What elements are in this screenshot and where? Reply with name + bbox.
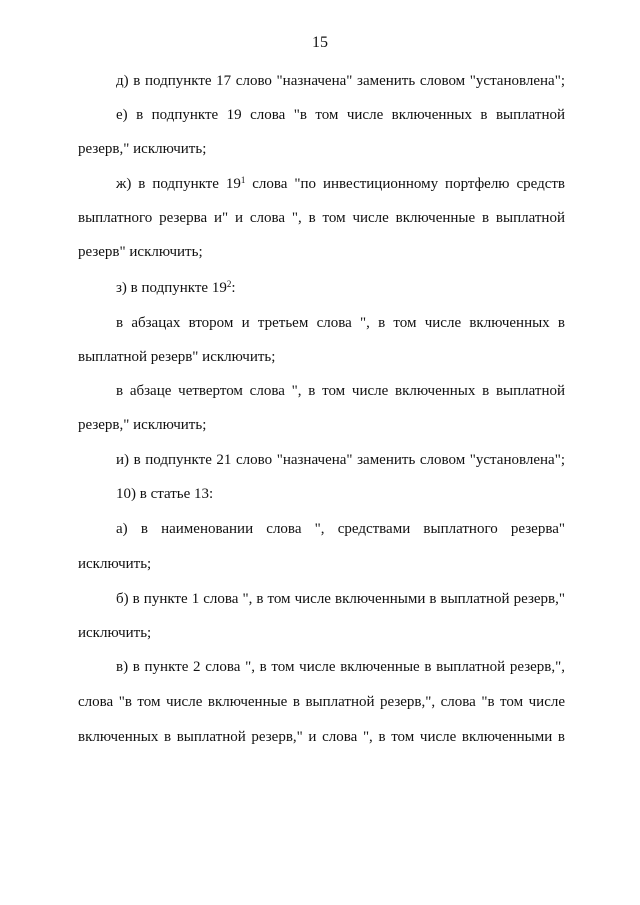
text-line: исключить;: [78, 556, 152, 572]
superscript: 1: [240, 175, 246, 185]
text-line: в) в пункте 2 слова ", в том числе включенные в выплатной резерв,",: [116, 659, 565, 675]
text-line: выплатной резерв" исключить;: [78, 349, 276, 365]
text-line: слова "в том числе включенные в выплатной резерв,", слова "в том числе: [78, 694, 565, 710]
text-line: б) в пункте 1 слова ", в том числе включенными в выплатной резерв,": [116, 591, 565, 607]
text-line: д) в подпункте 17 слово "назначена" заменить словом "установлена";: [116, 73, 565, 89]
text-fragment: ж) в подпункте 19: [116, 176, 241, 192]
text-line: [116, 278, 236, 298]
text-line: [116, 174, 565, 194]
text-line: в абзаце четвертом слова ", в том числе включенных в выплатной: [116, 383, 565, 399]
text-line: исключить;: [78, 625, 152, 641]
superscript: 2: [226, 279, 232, 289]
text-line: а) в наименовании слова ", средствами выплатного резерва": [116, 521, 565, 537]
text-line: и) в подпункте 21 слово "назначена" заменить словом "установлена";: [116, 452, 565, 468]
text-fragment: :: [231, 280, 236, 296]
text-line: выплатного резерва и" и слова ", в том числе включенные в выплатной: [78, 210, 565, 226]
text-line: резерв" исключить;: [78, 244, 203, 260]
text-line: 10) в статье 13:: [116, 486, 214, 502]
page-number: 15: [312, 34, 328, 51]
text-line: резерв," исключить;: [78, 141, 207, 157]
text-line: резерв," исключить;: [78, 417, 207, 433]
text-line: е) в подпункте 19 слова "в том числе включенных в выплатной: [116, 107, 565, 123]
text-fragment: з) в подпункте 19: [116, 280, 227, 296]
text-fragment: слова "по инвестиционному портфелю средств: [245, 176, 565, 192]
text-line: включенных в выплатной резерв," и слова ", в том числе включенными в: [78, 729, 565, 745]
text-line: в абзацах втором и третьем слова ", в том числе включенных в: [116, 315, 565, 331]
